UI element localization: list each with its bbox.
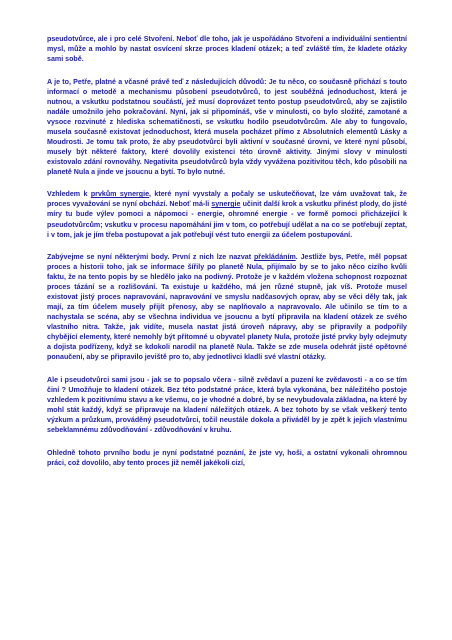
paragraph-2-text: A je to, Petře, platné a včasné právě teď z následujících důvodů: Je tu něco, co současně přichází s touto informací o metodě a mechanismu působení pseudotvůrců, to jest souběžná jednoduchost, která je nutnou, a vskutku podstatnou součástí, jež musí doprovázet tento postup pseudotvůrců, aby se zajistilo nadále umožnilo jeho pokračování. Nyní, jak si připomínáš, vše v minulosti, co bylo složité, zamotané a vysoce rozvinuté z hlediska schematičnosti, se vskutku hodilo pseudotvůrcům. Ale aby to fungovalo, musela současně existovat jednoduchost, která musela pocházet přímo z Absolutních elementů Lásky a Moudrosti. Je tomu tak proto, že aby pseudotvůrci byli aktivní v současné úrovni, ve které nyní působí, musely být některé faktory, které dovolily existenci této úrovně aktivity. Jinými slovy v minulosti existovalo zdání rovnováhy. Negativita pseudotvůrců byla vždy vyvážena pozitivitou těch, kdo působili na planetě Nula a jinde ve jsoucnu a bytí. To bylo nutné. xyxy=(47,77,407,176)
paragraph-4-text-a: Zabývejme se nyní některými body. První z nich lze nazvat xyxy=(47,253,254,262)
paragraph-5-text: Ale i pseudotvůrci sami jsou - jak se to popsalo včera - silně zvědaví a puzení ke zvědavosti - a co se tím činí ? Umožňuje to kladení otázek. Bez této podstatné práce, která byla vykonána, bez náležitého postoje vzhledem k pozitivnímu stavu a ke všemu, co je vhodné a dobré, by se nevybudovala základna, na které by mohl stát každý, když se připravuje na kladení náležitých otázek. A bez tohoto by se však veškerý tento výzkum a průzkum, prováděný pseudotvůrci, točil neustále dokola a přiváděl by je zpět k jejich vlastnímu sebeklamnému zdůvodňování - zdůvodňování v kruhu. xyxy=(47,375,407,435)
paragraph-3-text-c: učinit další krok a vskutku přinést plody, do jisté míry tu bude výlev pomoci a nápomoci - energie, ohromné energie - ve formě pomoci přicházející k pseudotvůrcům; vskutku v procesu napomáhání jim v tom, co potřebují udělat a na co se potřebují zeptat, i v tom, jak je jím třeba postupovat a jak potřebují vést tuto energii za účelem postupování. xyxy=(47,200,407,239)
paragraph-5 xyxy=(47,375,407,435)
paragraph-4 xyxy=(47,252,407,363)
underlined-term-synergie: synergie xyxy=(211,200,241,209)
paragraph-3-text-a: Vzhledem k xyxy=(47,190,91,199)
paragraph-4-text-b: . Jestliže bys, Petře, měl popsat proces a historii toho, jak se informace šířily po planetě Nula, přijímalo by se to jako něco cizího kvůli faktu, že na tento popis by se hledělo jako na podivný. Protože je v každém vložena schopnost rozpoznat proces tázání se a rozlišování. Ta existuje u každého, má jen různé stupně, jak víš. Protože musel existovat jistý proces napravování, napravování ve smyslu nadčasových oprav, aby se věci děly tak, jak mají, za tím účelem musely přijít přenosy, aby se naplňovalo a napravovalo. Ale učinilo se tím to a nachystala se scéna, aby se všechna individua ve jsoucnu a bytí připravila na kladení otázek ze svého vlastního nitra. Takže, jak vidíte, musela nastat jistá úroveň nápravy, aby se připravily a podpořily chybějící elementy, které nemohly být přítomné u obyvatel planety Nula, protože jisté prvky byly odejmuty a dojista podřízeny, když se kdokoli narodil na planetě Nula. Takže se zde musela odehrát jisté opětovné ponaučení, aby se připravilo jeviště pro to, aby jednotlivci kladli své vlastní otázky. xyxy=(47,253,408,362)
paragraph-1-text: pseudotvůrce, ale i pro celé Stvoření. Neboť dle toho, jak je uspořádáno Stvoření a individuální sentientní mysl, může a mohlo by nastat osvícení skrze proces kladení otázek; a teď zvláště tím, že kladete otázky sami sobě. xyxy=(47,35,407,64)
underlined-term-prekladanim: překládáním xyxy=(253,253,296,262)
paragraph-2 xyxy=(47,77,407,177)
paragraph-1 xyxy=(47,34,407,64)
paragraph-3-text-b: , které nyní vyvstaly a počaly se uskutečňovat, lze vám uvažovat tak, že proces vyvažování se nyní obchází. Neboť má-li xyxy=(47,190,407,209)
paragraph-6 xyxy=(47,448,407,468)
underlined-term-prvkum-synergie: prvkům synergie xyxy=(90,190,150,199)
paragraph-3 xyxy=(47,189,407,239)
paragraph-6-text: Ohledně tohoto prvního bodu je nyní podstatné poznání, že jste vy, hoši, a ostatní vykonali ohromnou práci, což dovolilo, aby tento proces již neměl jakékoli cizí, xyxy=(47,448,407,467)
